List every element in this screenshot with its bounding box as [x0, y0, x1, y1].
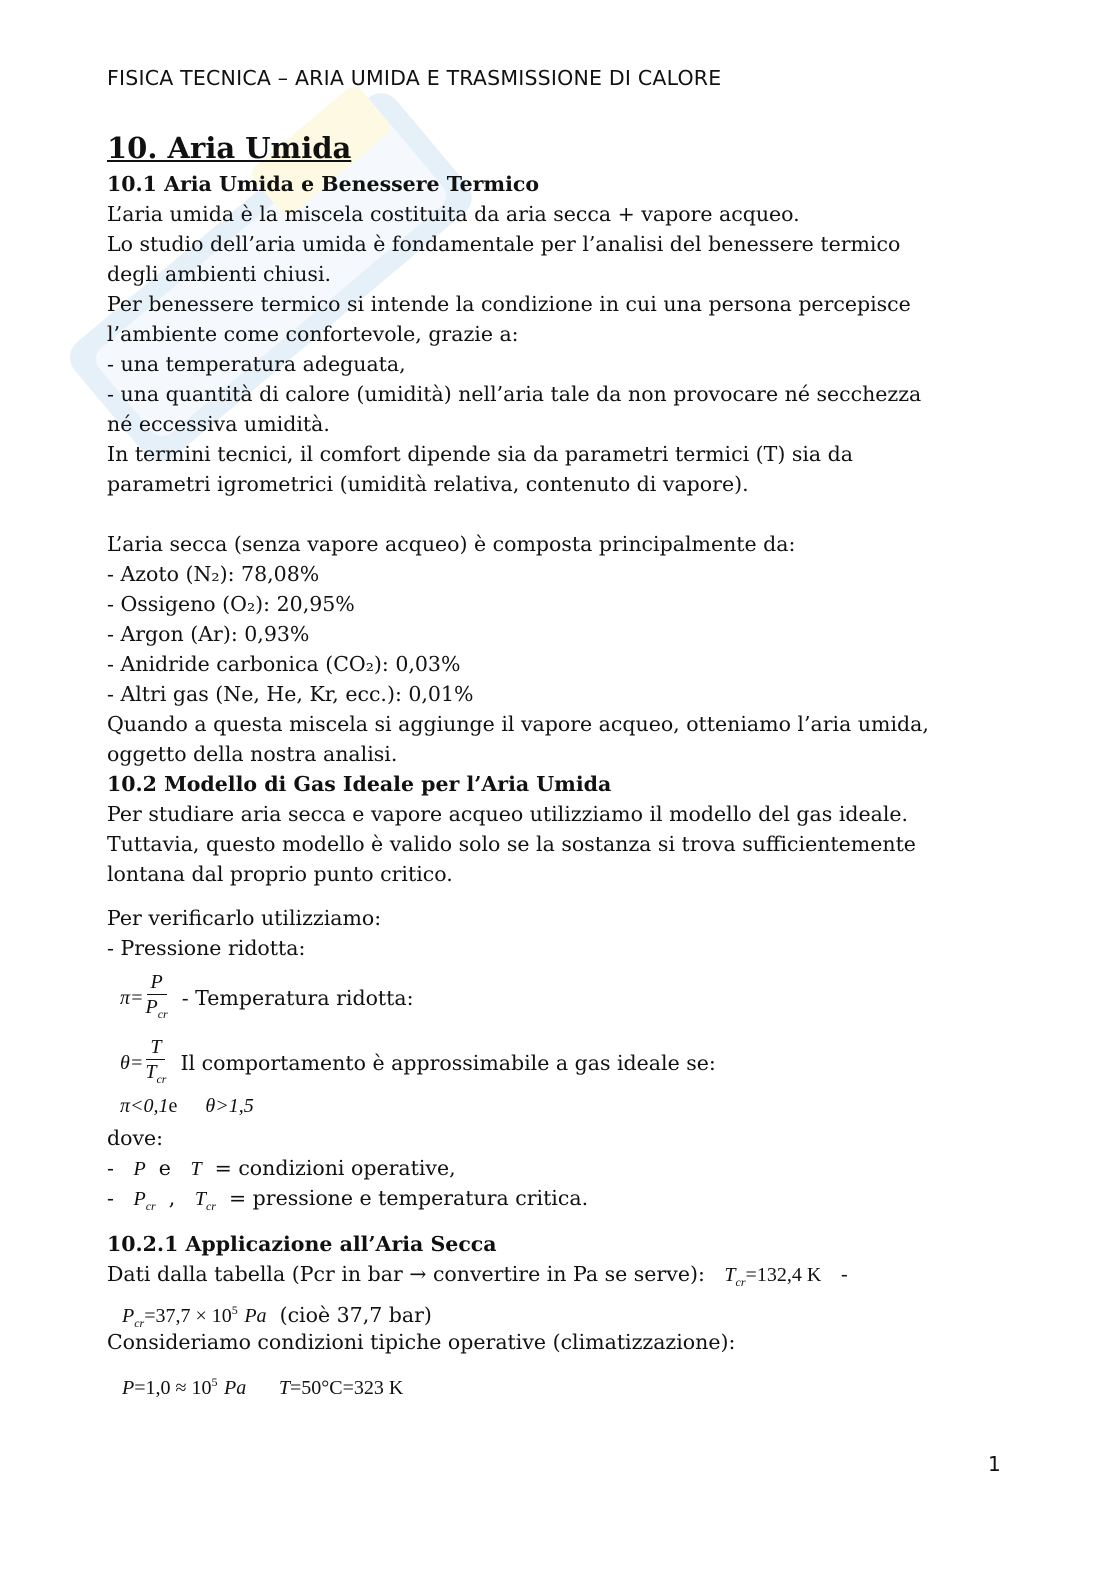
paragraph-line: Per studiare aria secca e vapore acqueo utilizziamo il modello del gas ideale. [107, 802, 909, 826]
paragraph-line: dove: [107, 1126, 164, 1150]
paragraph-line: Dati dalla tabella (Pcr in bar → convertire in Pa se serve): $T_{cr}=132,4$ K - [107, 1262, 848, 1289]
critical-pressure-formula: $P_{cr}=37,7 \times 10^5$ Pa (cioè 37,7 bar) [122, 1302, 432, 1330]
list-item: - Ossigeno (O₂): 20,95% [107, 592, 355, 616]
paragraph-line: - una quantità di calore (umidità) nell’aria tale da non provocare né secchezza [107, 382, 922, 406]
paragraph-line: In termini tecnici, il comfort dipende sia da parametri termici (T) sia da [107, 442, 854, 466]
paragraph-line: - una temperatura adeguata, [107, 352, 406, 376]
paragraph-line: Quando a questa miscela si aggiunge il vapore acqueo, otteniamo l’aria umida, [107, 712, 929, 736]
paragraph-line: Lo studio dell’aria umida è fondamentale per l’analisi del benessere termico [107, 232, 901, 256]
reduced-pressure-formula: π= $\frac{P}{P_{cr}}$ - Temperatura ridotta: [120, 971, 414, 1021]
chapter-title: 10. Aria Umida [107, 131, 352, 165]
paragraph-line: parametri igrometrici (umidità relativa, contenuto di vapore). [107, 472, 749, 496]
paragraph-line: né eccessiva umidità. [107, 412, 330, 436]
paragraph-line: oggetto della nostra analisi. [107, 742, 398, 766]
section-heading-10-2-1: 10.2.1 Applicazione all’Aria Secca [107, 1232, 497, 1256]
section-heading-10-1: 10.1 Aria Umida e Benessere Termico [107, 172, 540, 196]
paragraph-line: Per verificarlo utilizziamo: [107, 906, 382, 930]
page-header: FISICA TECNICA – ARIA UMIDA E TRASMISSIONE DI CALORE [107, 66, 722, 90]
paragraph-line: degli ambienti chiusi. [107, 262, 332, 286]
paragraph-line: L’aria umida è la miscela costituita da aria secca + vapore acqueo. [107, 202, 800, 226]
section-heading-10-2: 10.2 Modello di Gas Ideale per l’Aria Umida [107, 772, 612, 796]
list-item: - Anidride carbonica (CO₂): 0,03% [107, 652, 461, 676]
paragraph-line: Per benessere termico si intende la condizione in cui una persona percepisce [107, 292, 911, 316]
list-item: - P e T = condizioni operative, [107, 1156, 456, 1180]
list-item: - $P_{cr}$ , $T_{cr}$ = pressione e temperatura critica. [107, 1186, 589, 1213]
list-item: - Altri gas (Ne, He, Kr, ecc.): 0,01% [107, 682, 474, 706]
paragraph-line: Tuttavia, questo modello è valido solo se la sostanza si trova sufficientemente [107, 832, 916, 856]
reduced-temperature-formula: θ= $\frac{T}{T_{cr}}$ Il comportamento è approssimabile a gas ideale se: [120, 1036, 716, 1086]
paragraph-line: Consideriamo condizioni tipiche operative (climatizzazione): [107, 1330, 736, 1354]
paragraph-line: lontana dal proprio punto critico. [107, 862, 453, 886]
page-number: 1 [988, 1452, 1001, 1476]
ideal-gas-condition: π<0,1 e θ>1,5 [120, 1095, 254, 1117]
list-item: - Argon (Ar): 0,93% [107, 622, 310, 646]
operating-conditions-formula: $P=1,0 \approx 10^5$ Pa T=50°C=323 K [122, 1375, 404, 1399]
paragraph-line: L’aria secca (senza vapore acqueo) è composta principalmente da: [107, 532, 796, 556]
list-item: - Pressione ridotta: [107, 936, 306, 960]
list-item: - Azoto (N₂): 78,08% [107, 562, 320, 586]
paragraph-line: l’ambiente come confortevole, grazie a: [107, 322, 519, 346]
